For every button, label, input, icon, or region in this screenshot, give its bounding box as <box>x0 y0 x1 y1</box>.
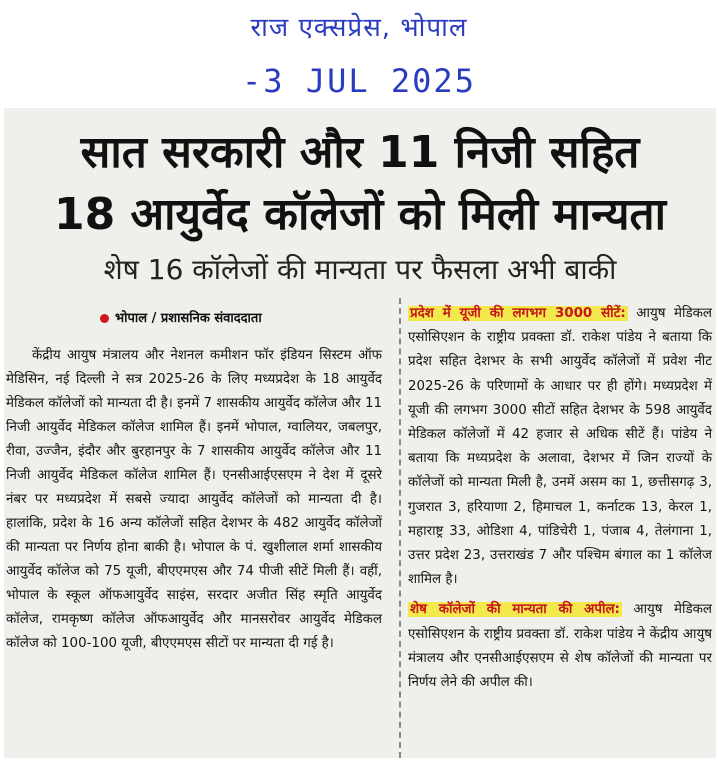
newspaper-clipping <box>4 108 716 758</box>
body-paragraph: केंद्रीय आयुष मंत्रालय और नेशनल कमीशन फॉर इंडियन सिस्टम ऑफ मेडिसिन, नई दिल्ली ने सत्र 2025-26 के लिए मध्यप्रदेश के 18 आयुर्वेद मेडिकल कॉलेजों को मान्यता दी है। इनमें 7 शासकीय आयुर्वेद कॉलेज और 11 निजी आयुर्वेद मेडिकल कॉलेज शामिल हैं। इनमें भोपाल, ग्वालियर, जबलपुर, रीवा, उज्जैन, इंदौर और बुरहानपुर के 7 शासकीय आयुर्वेद कॉलेज और 11 निजी आयुर्वेद मेडिकल कॉलेज शामिल हैं। एनसीआईएसएम ने देश में दूसरे नंबर पर मध्यप्रदेश में सबसे ज्यादा आयुर्वेद कॉलेजों को मान्यता दी है। हालांकि, प्रदेश के 16 अन्य कॉलेजों सहित देशभर के 482 आयुर्वेद कॉलेजों की मान्यता पर निर्णय होना बाकी है। भोपाल के पं. खुशीलाल शर्मा शासकीय आयुर्वेद कॉलेज को 75 यूजी, बीएएमएस और 74 पीजी सीटें मिली हैं। वहीं, भोपाल के स्कूल ऑफआयुर्वेद साइंस, सरदार अजीत सिंह स्मृति आयुर्वेद कॉलेज, रामकृष्ण कॉलेज ऑफआयुर्वेद और मानसरोवर आयुर्वेद मेडिकल कॉलेज को 100-100 यूजी, बीएएमएस सीटों पर मान्यता दी गई है। <box>6 348 382 651</box>
subheadline: शेष 16 कॉलेजों की मान्यता पर फैसला अभी बाकी <box>103 253 617 286</box>
box-paragraph-appeal <box>408 598 712 695</box>
box-heading-seats: प्रदेश में यूजी की लगभग 3000 सीटें: <box>410 306 626 321</box>
article-body-left <box>6 344 382 656</box>
article-body-right <box>408 302 712 701</box>
column-divider <box>399 298 401 758</box>
box-text-seats: आयुष मेडिकल एसोसिएशन के राष्ट्रीय प्रवक्ता डॉ. राकेश पांडेय ने बताया कि प्रदेश सहित देशभर के सभी आयुर्वेद कॉलेजों में प्रवेश नीट 2025-26 के परिणामों के आधार पर ही होंगे। मध्यप्रदेश में यूजी की लगभग 3000 सीटों सहित देशभर के 598 आयुर्वेद मेडिकल कॉलेजों में 42 हजार से अधिक सीटें हैं। पांडेय ने बताया कि मध्यप्रदेश के अलावा, देशभर में जिन राज्यों के कॉलेजों को मान्यता मिली है, उनमें असम का 1, छत्तीसगढ़ 3, गुजरात 3, हरियाणा 2, हिमाचल 1, कर्नाटक 13, केरल 1, महाराष्ट्र 33, ओडिशा 4, पांडिचेरी 1, पंजाब 4, तेलंगाना 1, उत्तर प्रदेश 23, उत्तराखंड 7 और पश्चिम बंगाल का 1 कॉलेज शामिल है। <box>408 306 712 588</box>
byline <box>100 308 262 326</box>
box-text-appeal: आयुष मेडिकल एसोसिएशन के राष्ट्रीय प्रवक्ता डॉ. राकेश पांडेय ने केंद्रीय आयुष मंत्रालय और एनसीआईएसएम से शेष कॉलेजों की मान्यता पर निर्णय लेने की अपील की। <box>408 602 712 691</box>
box-paragraph-seats <box>408 302 712 592</box>
headline-line-1: सात सरकारी और 11 निजी सहित <box>80 127 640 178</box>
byline-text: भोपाल / प्रशासनिक संवाददाता <box>115 311 262 326</box>
box-heading-appeal: शेष कॉलेजों की मान्यता की अपील: <box>410 602 620 618</box>
date-stamp: -3 JUL 2025 <box>242 62 476 100</box>
bullet-dot-icon <box>100 314 109 323</box>
publication-stamp: राज एक्सप्रेस, भोपाल <box>250 13 468 43</box>
headline-line-2: 18 आयुर्वेद कॉलेजों को मिली मान्यता <box>53 189 666 240</box>
